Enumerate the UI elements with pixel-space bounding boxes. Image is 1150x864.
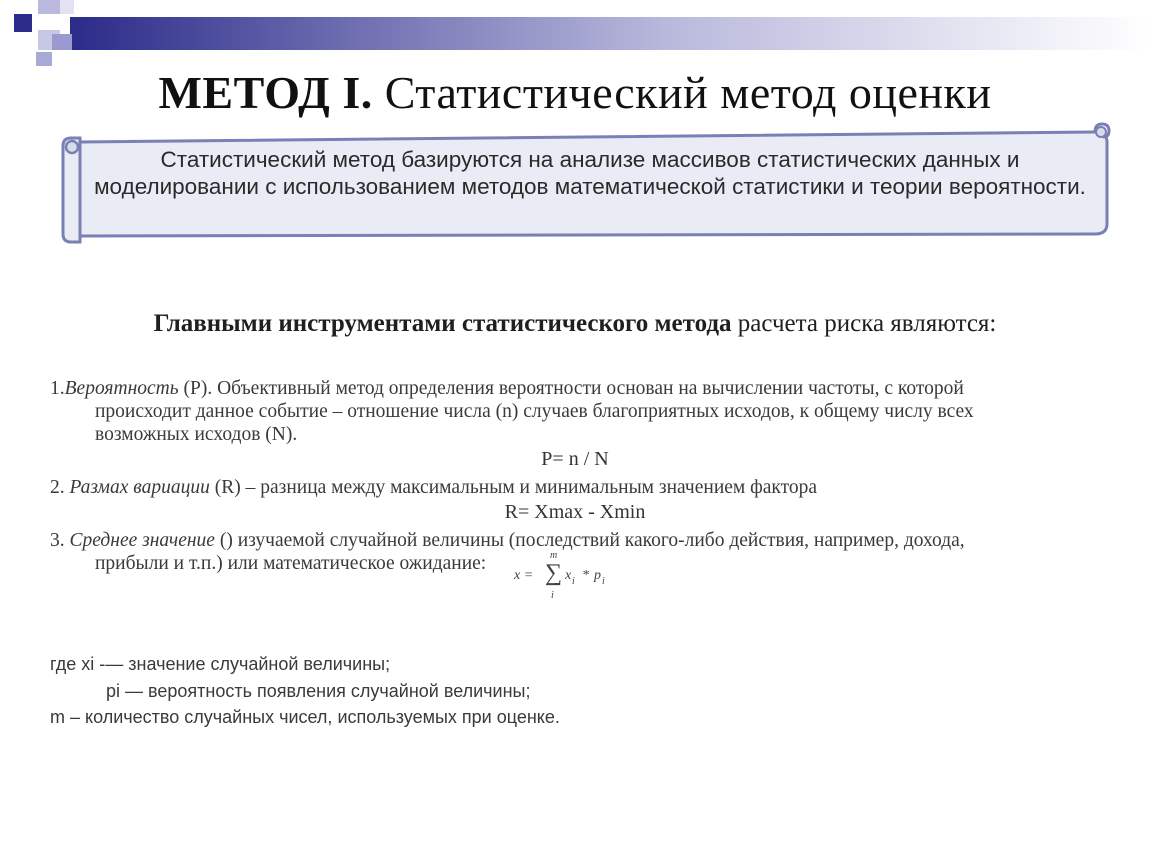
item-term: Вероятность — [64, 378, 179, 399]
range-formula: R= Xmax - Xmin — [504, 501, 646, 523]
formula-x: x — [565, 568, 572, 583]
formula-x-sub: i — [572, 576, 575, 587]
definition-text: Статистический метод базируются на анализе массивов статистических данных и моделировании с использованием методов математической статистики и теории вероятности. — [94, 147, 1086, 199]
item-probability — [50, 377, 1120, 446]
formula-lhs: x = — [514, 568, 534, 583]
item-text: возможных исходов (N). — [95, 424, 298, 445]
item-range — [50, 476, 1120, 499]
header-decoration — [0, 0, 1150, 70]
page-title — [0, 66, 1150, 119]
sum-symbol: ∑ — [545, 560, 563, 586]
item-text: (P). Объективный метод определения вероятности основан на вычислении частоты, с которой — [178, 378, 964, 399]
probability-formula: P= n / N — [541, 448, 609, 470]
item-text: (R) – разница между максимальным и минимальным значением фактора — [209, 477, 818, 498]
note-xi: где xi -— значение случайной величины; — [50, 654, 391, 674]
sum-upper: m — [550, 550, 558, 561]
title-bold: МЕТОД I. — [158, 67, 373, 118]
item-text: прибыли и т.п.) или математическое ожидание: — [95, 553, 487, 574]
subheading-bold: Главными инструментами статистического метода — [153, 310, 732, 337]
note-pi: pi — вероятность появления случайной величины; — [106, 681, 531, 701]
subheading-rest: расчета риска являются: — [731, 310, 997, 337]
item-term: Среднее значение — [69, 530, 215, 551]
item-number: 1. — [50, 378, 65, 399]
item-text: происходит данное событие – отношение числа (n) случаев благоприятных исходов, к общему числу всех — [95, 401, 974, 422]
section-subheading — [0, 310, 1150, 338]
item-text: () изучаемой случайной величины (последствий какого-либо действия, например, дохода, — [214, 530, 965, 551]
item-term: Размах вариации — [69, 477, 210, 498]
sum-lower: i — [551, 590, 554, 601]
note-m: m – количество случайных чисел, используемых при оценке. — [50, 707, 560, 727]
formula-p-sub: i — [602, 576, 605, 587]
mean-formula — [512, 550, 622, 606]
item-number: 3. — [50, 530, 70, 551]
item-number: 2. — [50, 477, 70, 498]
title-rest: Статистический метод оценки — [372, 67, 992, 118]
formula-op: * — [582, 568, 589, 583]
formula-p: p — [594, 568, 601, 583]
